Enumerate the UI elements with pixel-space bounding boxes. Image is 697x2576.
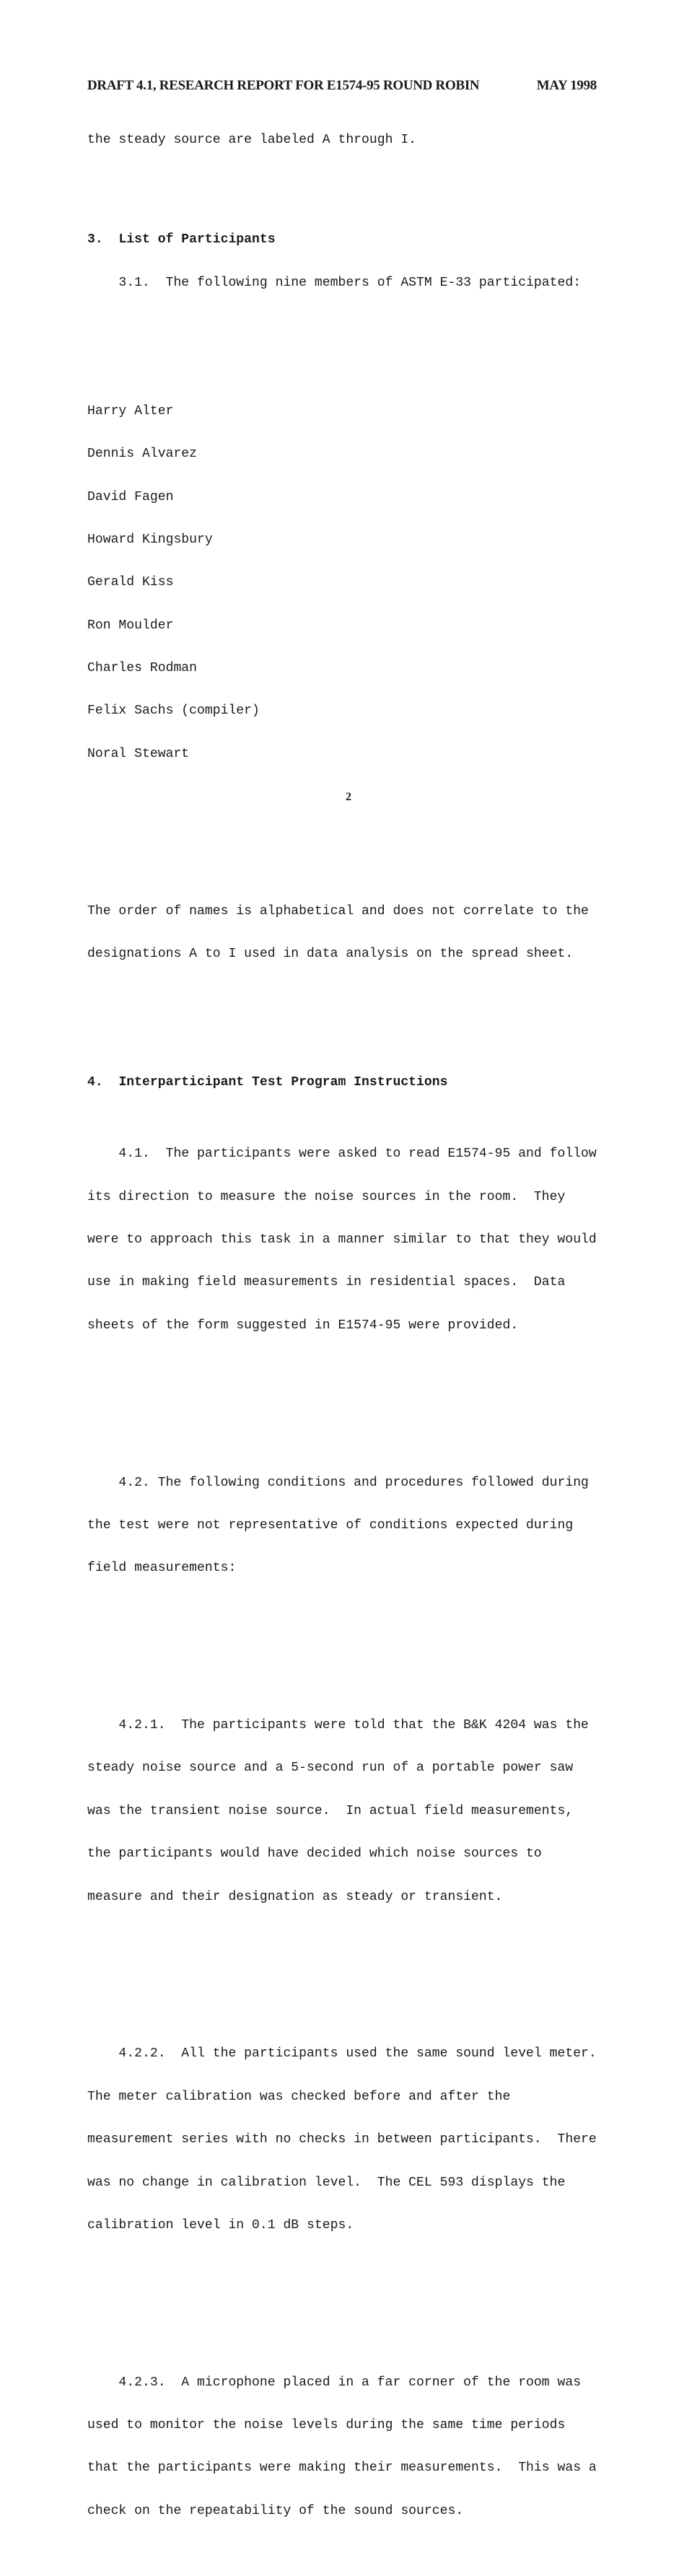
order-note-paragraph [87,876,636,990]
section-4-number: 4. [87,1075,103,1090]
paragraph-line: check on the repeatability of the sound sources. [87,2503,464,2518]
paragraph-line: were to approach this task in a manner similar to that they would [87,1232,597,1247]
section-3-title: List of Participants [118,232,276,247]
paragraph-line: was no change in calibration level. The CEL 593 displays the [87,2175,566,2190]
paragraph-4-2-2 [87,2019,636,2262]
paragraph-line: measure and their designation as steady or transient. [87,1889,503,1904]
paragraph-line: The order of names is alphabetical and does not correlate to the [87,903,589,919]
paragraph-line: designations A to I used in data analysis on the spread sheet. [87,947,574,962]
paragraph-line: 4.2. The following conditions and procedures followed during [87,1475,589,1490]
paragraph-line: that the participants were making their measurements. This was a [87,2461,597,2476]
page-number: 2 [346,791,351,803]
participant-name: David Fagen [87,489,174,504]
paragraph-4-2 [87,1447,636,1605]
participant-name: Howard Kingsbury [87,532,213,547]
participant-name: Noral Stewart [87,746,190,761]
paragraph-line: 4.2.3. A microphone placed in a far corner of the room was [87,2375,582,2390]
paragraph-4-1 [87,1119,636,1362]
section-4-title: Interparticipant Test Program Instructions [118,1075,448,1090]
document-body [87,105,636,2576]
paragraph-3-1: 3.1. The following nine members of ASTM E-33 participated: [87,275,582,290]
section-3-heading [87,233,636,247]
continued-text-line: the steady source are labeled A through I. [87,132,417,147]
paragraph-line: its direction to measure the noise sources in the room. They [87,1189,566,1204]
participant-list [87,376,636,790]
paragraph-line: was the transient noise source. In actual field measurements, [87,1803,574,1818]
paragraph-line: the participants would have decided which noise sources to [87,1846,542,1862]
participant-name: Felix Sachs (compiler) [87,704,260,719]
paragraph-4-2-3 [87,2347,636,2547]
paragraph-line: measurement series with no checks in between participants. There [87,2132,597,2147]
header-date: MAY 1998 [536,78,597,93]
paragraph-line: 4.1. The participants were asked to read E1574-95 and follow [87,1147,597,1162]
paragraph-line: used to monitor the noise levels during the same time periods [87,2418,566,2433]
participant-name: Ron Moulder [87,618,174,633]
section-4-heading [87,1076,636,1090]
paragraph-line: 4.2.2. All the participants used the same sound level meter. [87,2046,597,2062]
participant-name: Gerald Kiss [87,575,174,590]
paragraph-line: The meter calibration was checked before and after the [87,2089,511,2104]
participant-name: Dennis Alvarez [87,447,198,462]
paragraph-line: field measurements: [87,1561,237,1576]
participant-name: Charles Rodman [87,661,198,676]
paragraph-line: calibration level in 0.1 dB steps. [87,2217,354,2233]
section-3-number: 3. [87,232,103,247]
paragraph-line: sheets of the form suggested in E1574-95 were provided. [87,1318,519,1333]
paragraph-line: the test were not representative of conditions expected during [87,1517,574,1533]
paragraph-4-2-1 [87,1690,636,1933]
participant-name: Harry Alter [87,403,174,419]
header-title: DRAFT 4.1, RESEARCH REPORT FOR E1574-95 ROUND ROBIN [87,78,480,93]
paragraph-line: 4.2.1. The participants were told that the B&K 4204 was the [87,1718,589,1733]
paragraph-line: use in making field measurements in residential spaces. Data [87,1275,566,1290]
paragraph-line: steady noise source and a 5-second run of a portable power saw [87,1761,574,1776]
